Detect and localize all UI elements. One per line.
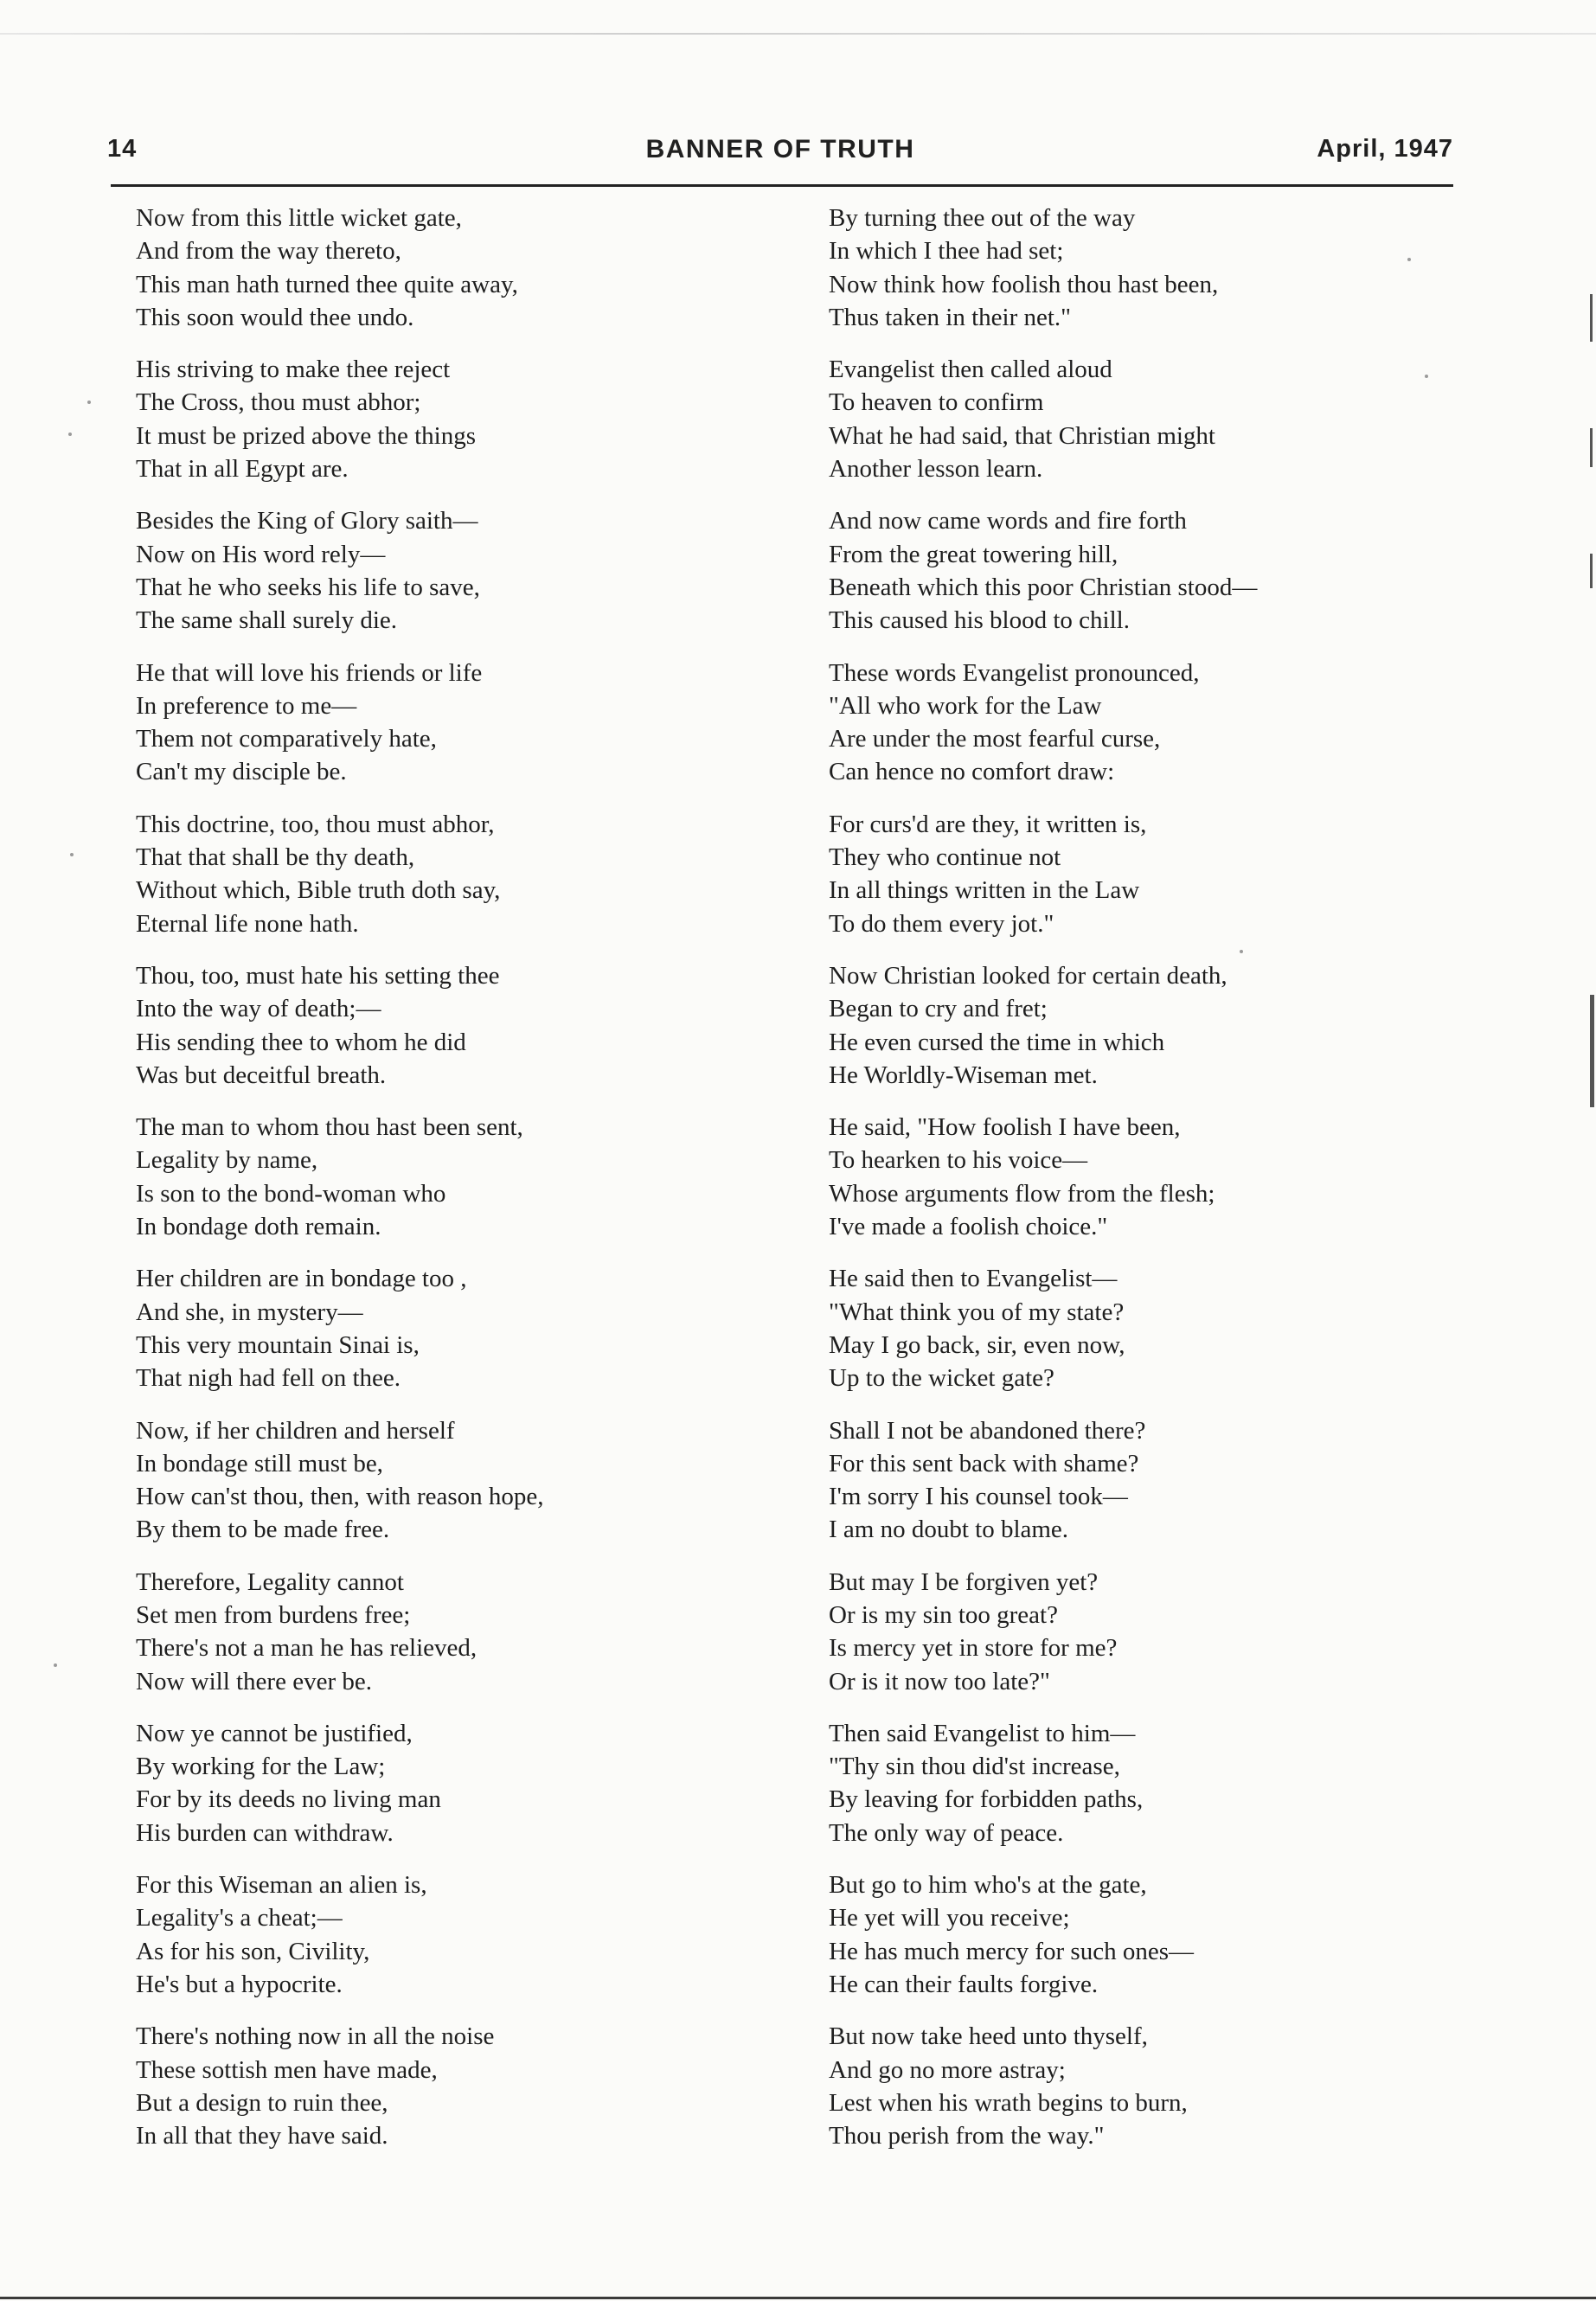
poem-column-left <box>136 202 759 2171</box>
page-edge-mark <box>1590 995 1594 1107</box>
verse-line: He can their faults forgive. <box>829 1970 1099 1998</box>
verse-line: Now from this little wicket gate, <box>136 204 462 232</box>
verse-line: Began to cry and fret; <box>829 995 1048 1023</box>
verse-line: It must be prized above the things <box>136 421 477 450</box>
verse-line: Therefore, Legality cannot <box>136 1567 404 1596</box>
paper-speck <box>1240 950 1243 953</box>
verse-line: Without which, Bible truth doth say, <box>136 876 501 905</box>
verse-line: He Worldly-Wiseman met. <box>829 1061 1098 1089</box>
verse-line: The Cross, thou must abhor; <box>136 388 421 417</box>
verse-line: He yet will you receive; <box>829 1904 1070 1932</box>
verse-line: Her children are in bondage too , <box>136 1265 467 1293</box>
page-edge-mark <box>1590 294 1593 342</box>
verse-line: Now think how foolish thou hast been, <box>829 270 1219 298</box>
verse-line: These sottish men have made, <box>136 2055 438 2084</box>
verse-line: For this sent back with shame? <box>829 1449 1139 1477</box>
stanza <box>829 1717 1486 1849</box>
verse-line: Is son to the bond-woman who <box>136 1179 446 1208</box>
stanza <box>136 353 759 485</box>
verse-line: For curs'd are they, it written is, <box>829 810 1147 838</box>
stanza <box>136 1566 759 1698</box>
stanza <box>829 1111 1486 1243</box>
paper-speck <box>70 853 74 856</box>
verse-line: There's nothing now in all the noise <box>136 2022 495 2051</box>
verse-line: This very mountain Sinai is, <box>136 1330 420 1359</box>
verse-line: By leaving for forbidden paths, <box>829 1785 1144 1814</box>
verse-line: From the great towering hill, <box>829 540 1118 568</box>
verse-line: Besides the King of Glory saith— <box>136 507 478 535</box>
paper-speck <box>1407 258 1411 261</box>
verse-line: Are under the most fearful curse, <box>829 725 1161 753</box>
verse-line: By them to be made free. <box>136 1516 390 1544</box>
stanza <box>136 504 759 637</box>
verse-line: By turning thee out of the way <box>829 204 1136 232</box>
verse-line: Then said Evangelist to him— <box>829 1719 1136 1747</box>
stanza <box>136 1111 759 1243</box>
verse-line: Or is it now too late?" <box>829 1667 1050 1695</box>
stanza <box>829 1566 1486 1698</box>
verse-line: This caused his blood to chill. <box>829 606 1130 635</box>
verse-line: Was but deceitful breath. <box>136 1061 387 1089</box>
verse-line: The only way of peace. <box>829 1818 1064 1847</box>
verse-line: By working for the Law; <box>136 1753 386 1781</box>
verse-line: Thou, too, must hate his setting thee <box>136 961 500 990</box>
stanza <box>136 2020 759 2152</box>
stanza <box>829 959 1486 1092</box>
verse-line: Them not comparatively hate, <box>136 725 437 753</box>
verse-line: "All who work for the Law <box>829 691 1102 720</box>
stanza <box>136 1868 759 2001</box>
verse-line: He's but a hypocrite. <box>136 1970 343 1998</box>
paper-speck <box>54 1663 57 1667</box>
verse-line: I'm sorry I his counsel took— <box>829 1483 1128 1511</box>
verse-line: I've made a foolish choice." <box>829 1213 1108 1241</box>
verse-line: To hearken to his voice— <box>829 1146 1088 1175</box>
stanza <box>829 1868 1486 2001</box>
verse-line: The man to whom thou hast been sent, <box>136 1113 523 1142</box>
verse-line: How can'st thou, then, with reason hope, <box>136 1483 544 1511</box>
header-rule <box>111 184 1453 187</box>
verse-line: Eternal life none hath. <box>136 909 359 938</box>
verse-line: Now on His word rely— <box>136 540 386 568</box>
verse-line: Shall I not be abandoned there? <box>829 1416 1146 1445</box>
verse-line: He that will love his friends or life <box>136 658 483 687</box>
stanza <box>829 808 1486 940</box>
verse-line: Can hence no comfort draw: <box>829 758 1115 786</box>
verse-line: Legality's a cheat;— <box>136 1904 343 1932</box>
verse-line: What he had said, that Christian might <box>829 421 1215 450</box>
page-bottom-edge <box>0 2297 1596 2299</box>
verse-line: There's not a man he has relieved, <box>136 1634 478 1663</box>
verse-line: Can't my disciple be. <box>136 758 347 786</box>
verse-line: They who continue not <box>829 843 1061 872</box>
verse-line: Another lesson learn. <box>829 455 1043 484</box>
page-number: 14 <box>107 135 138 163</box>
page-header <box>107 128 1453 171</box>
verse-line: But a design to ruin thee, <box>136 2088 388 2117</box>
page-edge-mark <box>1590 428 1593 467</box>
verse-line: In bondage doth remain. <box>136 1213 381 1241</box>
verse-line: In all things written in the Law <box>829 876 1140 905</box>
verse-line: This doctrine, too, thou must abhor, <box>136 810 495 838</box>
stanza <box>136 959 759 1092</box>
verse-line: "Thy sin thou did'st increase, <box>829 1753 1120 1781</box>
stanza <box>136 1717 759 1849</box>
verse-line: Thou perish from the way." <box>829 2122 1105 2150</box>
page-top-edge <box>0 33 1596 35</box>
verse-line: His sending thee to whom he did <box>136 1028 466 1056</box>
verse-line: The same shall surely die. <box>136 606 397 635</box>
verse-line: Now Christian looked for certain death, <box>829 961 1227 990</box>
stanza <box>136 1414 759 1547</box>
stanza <box>829 202 1486 334</box>
verse-line: This soon would thee undo. <box>136 303 414 331</box>
verse-line: But may I be forgiven yet? <box>829 1567 1099 1596</box>
verse-line: To do them every jot." <box>829 909 1054 938</box>
stanza <box>829 657 1486 789</box>
verse-line: Now, if her children and herself <box>136 1416 455 1445</box>
verse-line: That in all Egypt are. <box>136 455 349 484</box>
stanza <box>829 1262 1486 1394</box>
stanza <box>136 1262 759 1394</box>
verse-line: But go to him who's at the gate, <box>829 1871 1147 1900</box>
verse-line: Is mercy yet in store for me? <box>829 1634 1118 1663</box>
stanza <box>829 504 1486 637</box>
verse-line: Thus taken in their net." <box>829 303 1072 331</box>
verse-line: "What think you of my state? <box>829 1298 1125 1326</box>
verse-line: Whose arguments flow from the flesh; <box>829 1179 1215 1208</box>
verse-line: In preference to me— <box>136 691 357 720</box>
verse-line: These words Evangelist pronounced, <box>829 658 1200 687</box>
poem-column-right <box>829 202 1486 2171</box>
verse-line: And she, in mystery— <box>136 1298 363 1326</box>
verse-line: And go no more astray; <box>829 2055 1066 2084</box>
verse-line: And now came words and fire forth <box>829 507 1187 535</box>
verse-line: Now will there ever be. <box>136 1667 372 1695</box>
verse-line: And from the way thereto, <box>136 237 401 266</box>
publication-title: BANNER OF TRUTH <box>645 135 915 163</box>
verse-line: Legality by name, <box>136 1146 318 1175</box>
stanza <box>136 657 759 789</box>
verse-line: Beneath which this poor Christian stood— <box>829 573 1258 601</box>
verse-line: For this Wiseman an alien is, <box>136 1871 427 1900</box>
verse-line: His striving to make thee reject <box>136 356 451 384</box>
verse-line: This man hath turned thee quite away, <box>136 270 518 298</box>
verse-line: In bondage still must be, <box>136 1449 383 1477</box>
verse-line: He said, "How foolish I have been, <box>829 1113 1181 1142</box>
stanza <box>136 202 759 334</box>
verse-line: Lest when his wrath begins to burn, <box>829 2088 1188 2117</box>
verse-line: He said then to Evangelist— <box>829 1265 1118 1293</box>
stanza <box>829 2020 1486 2152</box>
verse-line: As for his son, Civility, <box>136 1937 370 1965</box>
verse-line: He even cursed the time in which <box>829 1028 1165 1056</box>
verse-line: Set men from burdens free; <box>136 1600 411 1629</box>
paper-speck <box>87 401 91 404</box>
verse-line: That he who seeks his life to save, <box>136 573 480 601</box>
verse-line: His burden can withdraw. <box>136 1818 394 1847</box>
paper-speck <box>1425 375 1428 378</box>
verse-line: I am no doubt to blame. <box>829 1516 1069 1544</box>
stanza <box>829 1414 1486 1547</box>
verse-line: In which I thee had set; <box>829 237 1064 266</box>
verse-line: Evangelist then called aloud <box>829 356 1112 384</box>
verse-line: For by its deeds no living man <box>136 1785 441 1814</box>
verse-line: Or is my sin too great? <box>829 1600 1058 1629</box>
verse-line: He has much mercy for such ones— <box>829 1937 1194 1965</box>
issue-date: April, 1947 <box>1317 135 1453 163</box>
verse-line: In all that they have said. <box>136 2122 388 2150</box>
verse-line: Into the way of death;— <box>136 995 381 1023</box>
verse-line: But now take heed unto thyself, <box>829 2022 1148 2051</box>
stanza <box>829 353 1486 485</box>
verse-line: May I go back, sir, even now, <box>829 1330 1125 1359</box>
verse-line: That that shall be thy death, <box>136 843 415 872</box>
verse-line: That nigh had fell on thee. <box>136 1364 401 1393</box>
verse-line: Up to the wicket gate? <box>829 1364 1054 1393</box>
stanza <box>136 808 759 940</box>
verse-line: Now ye cannot be justified, <box>136 1719 413 1747</box>
verse-line: To heaven to confirm <box>829 388 1044 417</box>
paper-speck <box>68 433 72 436</box>
page-edge-mark <box>1590 554 1593 588</box>
